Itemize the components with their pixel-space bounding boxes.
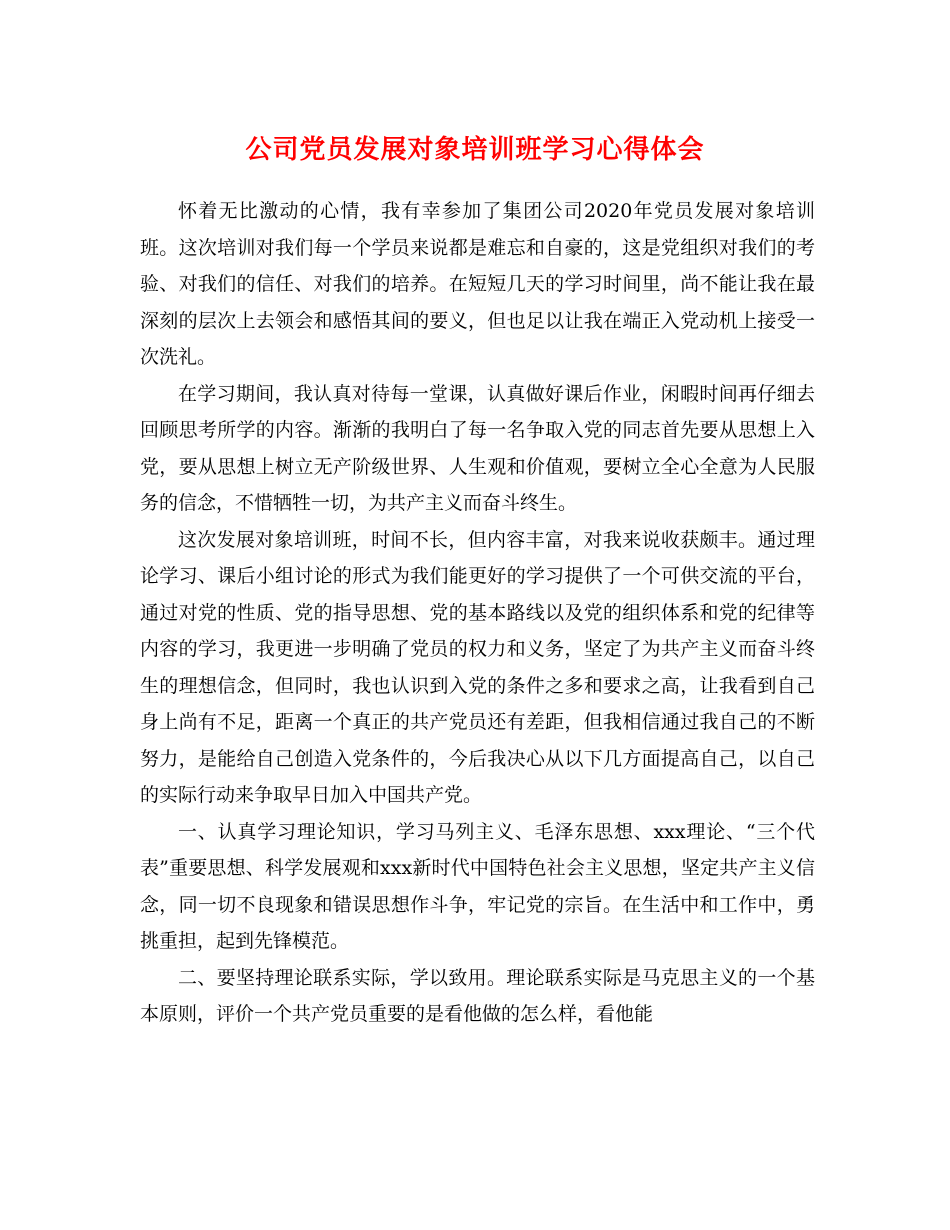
paragraph-4: 一、认真学习理论知识，学习马列主义、毛泽东思想、xxx理论、“三个代表”重要思想、科学发展观和xxx新时代中国特色社会主义思想，坚定共产主义信念，同一切不良现象和错误思想作斗争，牢记党的宗旨。在生活中和工作中，勇挑重担，起到先锋模范。 <box>140 820 815 952</box>
document-body <box>140 193 815 1033</box>
document-title: 公司党员发展对象培训班学习心得体会 <box>245 135 705 165</box>
paragraph-5: 二、要坚持理论联系实际，学以致用。理论联系实际是马克思主义的一个基本原则，评价一个共产党员重要的是看他做的怎么样，看他能 <box>140 966 815 1025</box>
paragraph-3: 这次发展对象培训班，时间不长，但内容丰富，对我来说收获颇丰。通过理论学习、课后小组讨论的形式为我们能更好的学习提供了一个可供交流的平台，通过对党的性质、党的指导思想、党的基本路线以及党的组织体系和党的纪律等内容的学习，我更进一步明确了党员的权力和义务，坚定了为共产主义而奋斗终生的理想信念，但同时，我也认识到入党的条件之多和要求之高，让我看到自己身上尚有不足，距离一个真正的共产党员还有差距，但我相信通过我自己的不断努力，是能给自己创造入党条件的，今后我决心从以下几方面提高自己，以自己的实际行动来争取早日加入中国共产党。 <box>140 528 815 806</box>
paragraph-2: 在学习期间，我认真对待每一堂课，认真做好课后作业，闲暇时间再仔细去回顾思考所学的内容。渐渐的我明白了每一名争取入党的同志首先要从思想上入党，要从思想上树立无产阶级世界、人生观和价值观，要树立全心全意为人民服务的信念，不惜牺牲一切，为共产主义而奋斗终生。 <box>140 382 815 514</box>
paragraph-1: 怀着无比激动的心情，我有幸参加了集团公司2020年党员发展对象培训班。这次培训对我们每一个学员来说都是难忘和自豪的，这是党组织对我们的考验、对我们的信任、对我们的培养。在短短几天的学习时间里，尚不能让我在最深刻的层次上去领会和感悟其间的要义，但也足以让我在端正入党动机上接受一次洗礼。 <box>140 200 815 368</box>
